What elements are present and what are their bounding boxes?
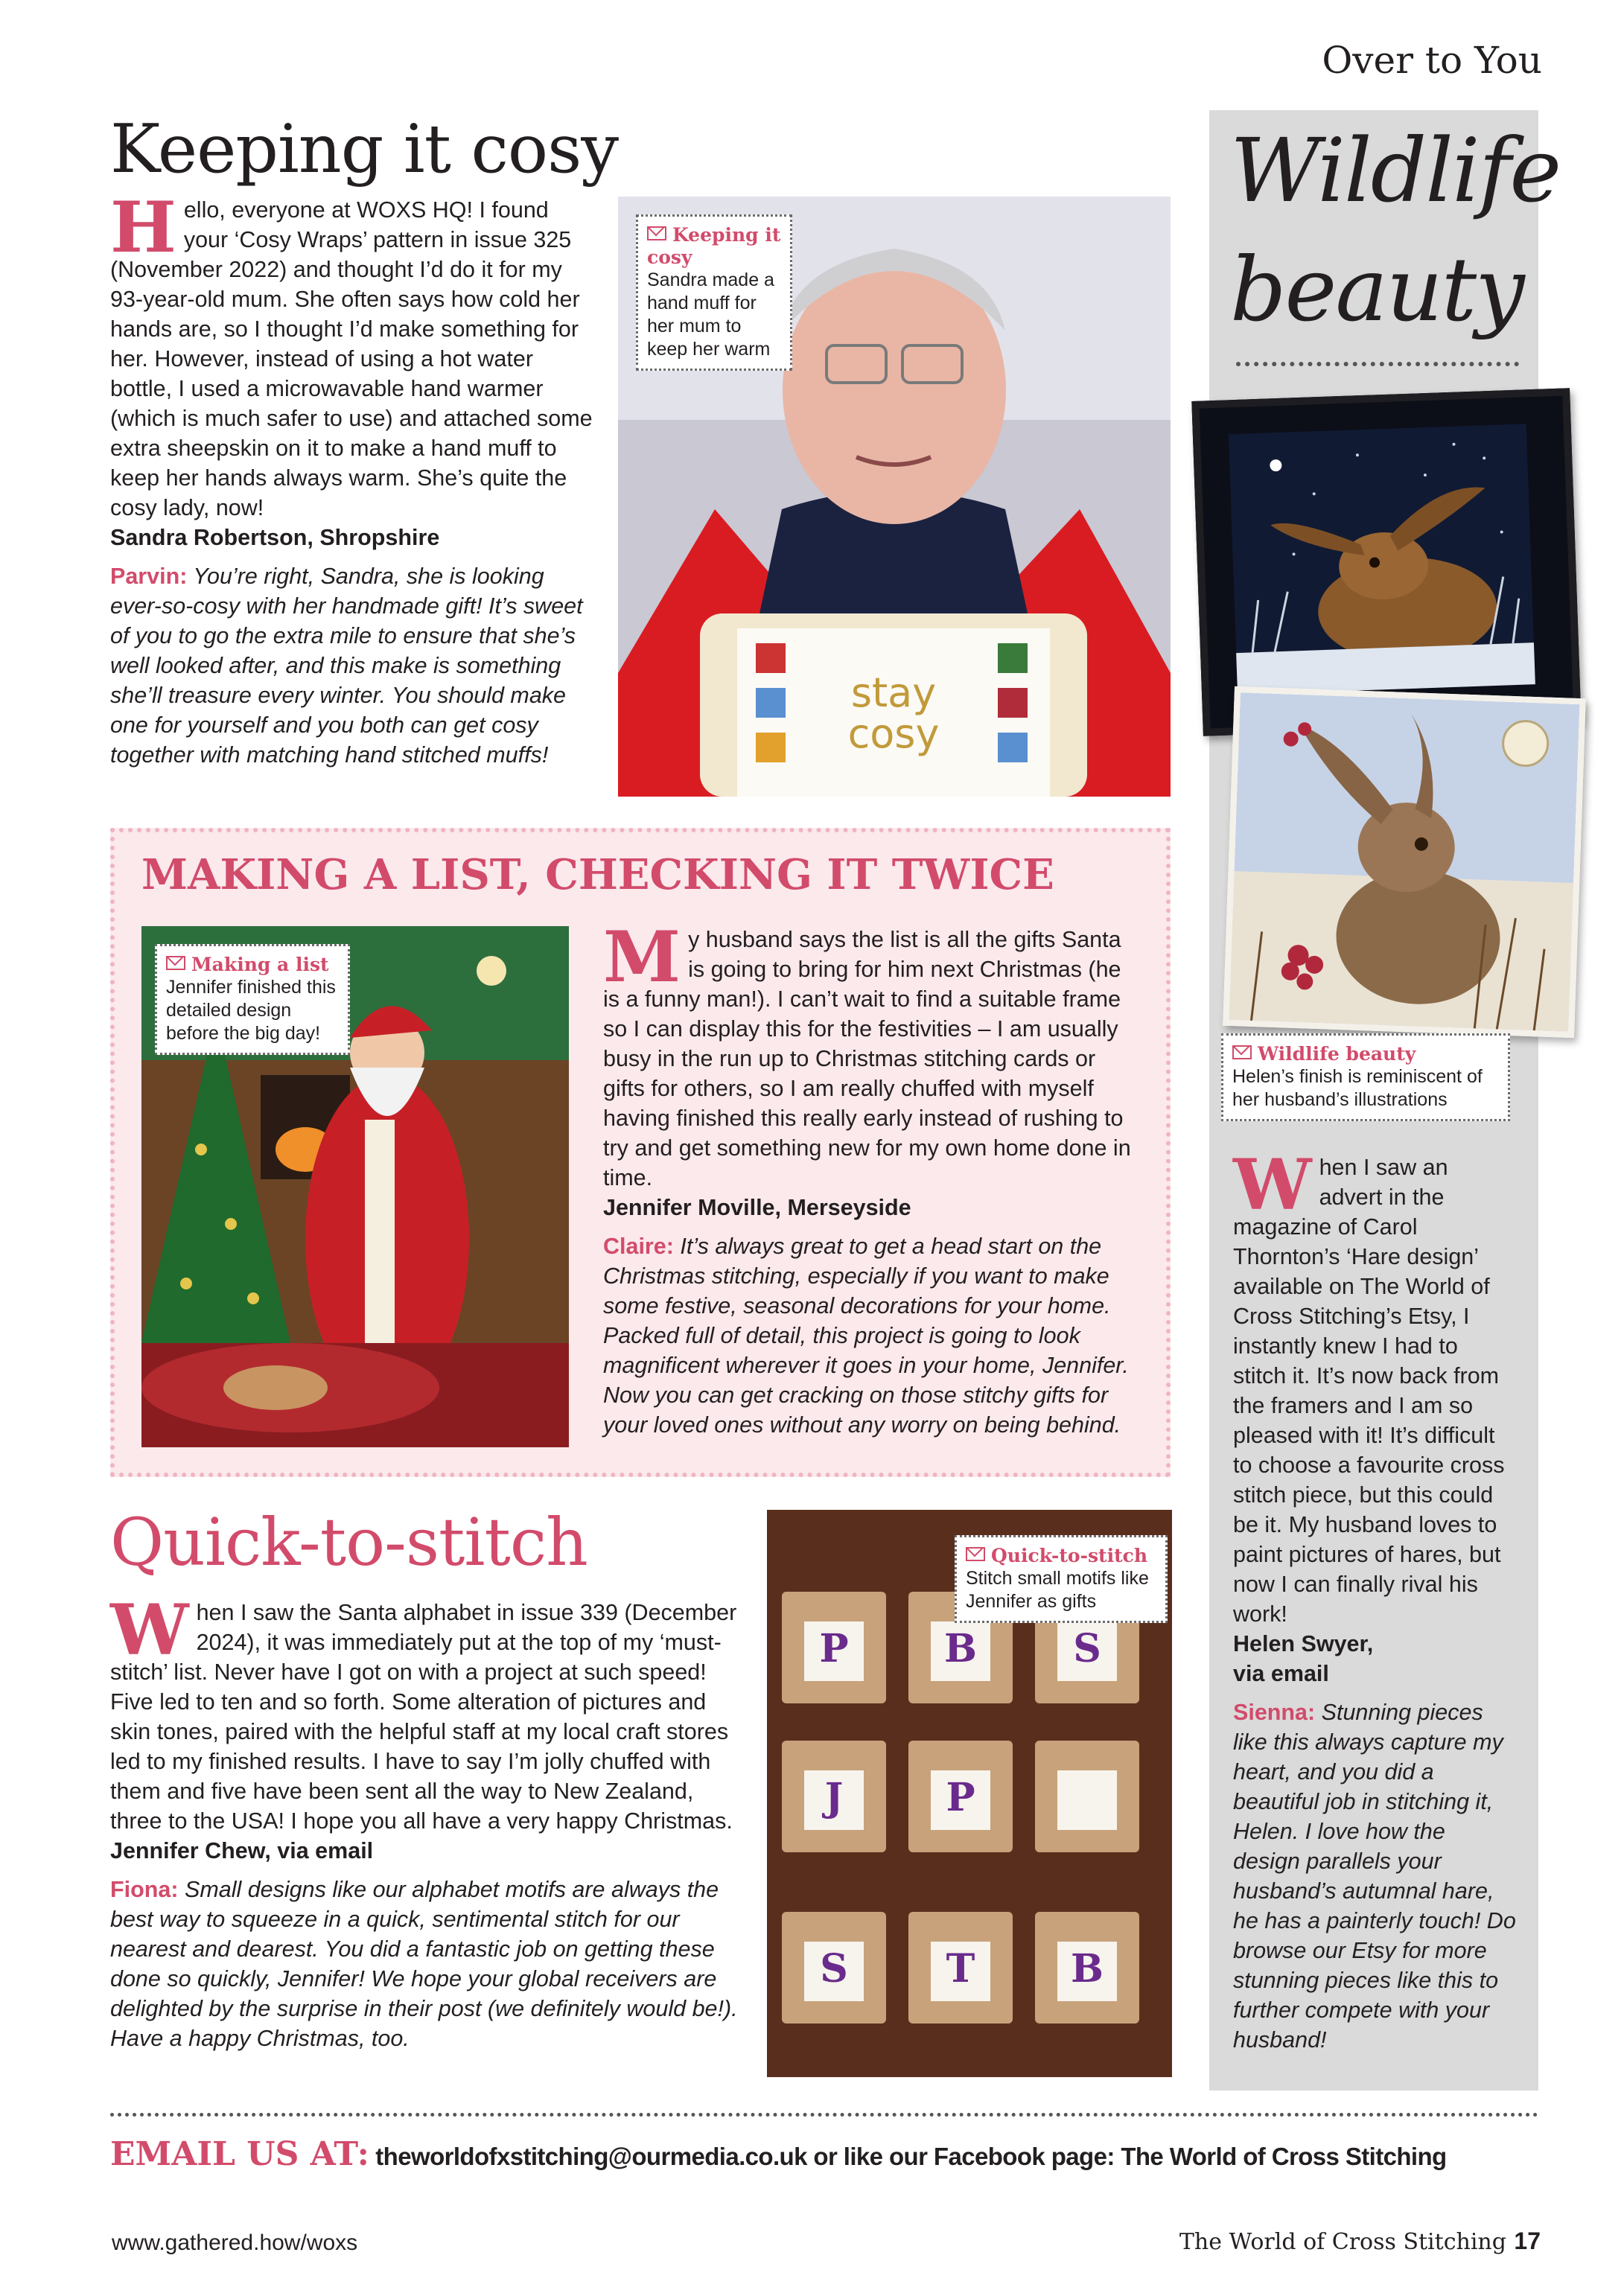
quick-reply-text: Small designs like our alphabet motifs are always the best way to squeeze in a quick, sentimental stitch for our nearest and dearest. You did a fantastic job on getting these done so quickly, Jennifer! We hope your global receivers are delighted by the surprise in their post (we definitely would be!). Have a happy Christmas, too. (110, 1877, 738, 2051)
tag-letter: B (944, 1626, 977, 1671)
cosy-reply-text: You’re right, Sandra, she is looking ever-so-cosy with her handmade gift! It’s sweet of you to go the extra mile to ensure that she’s well looked after, and this make is something she’ll treasure every winter. You should make one for yourself and you both can get cosy together with matching hand stitched muffs! (110, 564, 583, 768)
quick-caption-title: Quick-to-stitch (991, 1545, 1148, 1566)
hare-stitched-image (1200, 396, 1574, 729)
tag (782, 1592, 886, 1703)
quick-body: hen I saw the Santa alphabet in issue 339 (December 2024), it was immediately put at the top of my ‘must-stitch’ list. Never have I got on with a project at such speed! Five led to ten and so forth. Some alteration of pictures and skin tones, paired with the helpful staff at my local craft stores led to my finished results. I have to say I’m jolly chuffed with them and five have been sent all the way to New Zealand, three to the USA! I hope you all have a very happy Christmas. (110, 1600, 737, 1834)
list-photo (141, 926, 569, 1447)
list-caption (155, 944, 350, 1055)
list-title: MAKING A LIST, CHECKING IT TWICE (141, 850, 1054, 899)
list-signature: Jennifer Moville, Merseyside (603, 1195, 911, 1220)
tag (908, 1912, 1013, 2024)
wildlife-signature-1: Helen Swyer, (1233, 1631, 1374, 1656)
quick-caption-text: Stitch small motifs like Jennifer as gifts (966, 1568, 1149, 1612)
list-reply (603, 1231, 1136, 1440)
wildlife-reply-name: Sienna: (1233, 1700, 1316, 1725)
quick-reply-name: Fiona: (110, 1877, 179, 1902)
quick-caption (955, 1535, 1168, 1623)
cosy-letter (110, 187, 596, 770)
hare-painting-photo (1223, 686, 1586, 1038)
cosy-caption-title: Keeping it cosy (647, 224, 781, 268)
sidebar-title-divider (1236, 362, 1519, 366)
sidebar-title-line2: beauty (1230, 238, 1523, 341)
list-caption-text: Jennifer finished this detailed design before the big day! (166, 977, 336, 1044)
footer-magazine: The World of Cross Stitching (1179, 2229, 1506, 2255)
muff-text-cosy: cosy (847, 710, 940, 757)
quick-dropcap: W (110, 1589, 189, 1671)
email-bar (110, 2135, 1447, 2173)
quick-photo (767, 1510, 1172, 2077)
wildlife-reply (1233, 1697, 1516, 2055)
cosy-caption-text: Sandra made a hand muff for her mum to keep her warm (647, 270, 774, 360)
tag (908, 1741, 1013, 1852)
wildlife-caption-text: Helen’s finish is reminiscent of her husband’s illustrations (1232, 1066, 1483, 1110)
tag (1035, 1912, 1139, 2024)
cosy-body: ello, everyone at WOXS HQ! I found your ‘Cosy Wraps’ pattern in issue 325 (November 2022) and thought I’d do it for my 93-year-old mum. She often says how cold her hands are, so I thought I’d make something for her. However, instead of using a hot water bottle, I used a microwavable hand warmer (which is much safer to use) and attached some extra sheepskin on it to make a hand muff to keep her hands always warm. She’s quite the cosy lady, now! (110, 197, 593, 520)
tag-letter: S (1073, 1626, 1101, 1671)
envelope-icon (166, 956, 185, 970)
muff-text-stay: stay (850, 669, 937, 716)
cosy-title: Keeping it cosy (110, 110, 619, 188)
list-caption-title: Making a list (191, 954, 329, 975)
hare-framed-photo (1191, 388, 1581, 736)
list-dropcap: M (603, 916, 681, 998)
quick-signature: Jennifer Chew, via email (110, 1838, 374, 1863)
tag-letter: S (820, 1946, 848, 1992)
email-text[interactable]: theworldofxstitching@ourmedia.co.uk or like our Facebook page: The World of Cross Stitching (375, 2143, 1447, 2170)
envelope-icon (1232, 1045, 1252, 1059)
footer-page-number: 17 (1514, 2228, 1541, 2254)
tag-letter: T (946, 1946, 975, 1992)
cosy-caption (636, 214, 792, 371)
email-divider (110, 2113, 1538, 2117)
wildlife-dropcap: W (1233, 1144, 1312, 1226)
cosy-reply (110, 561, 596, 770)
wildlife-reply-text: Stunning pieces like this always capture my heart, and you did a beautiful job in stitching it, Helen. I love how the design parallels your husband’s autumnal hare, he has a painterly touch! Do browse our Etsy for more stunning pieces like this to further compete with your husband! (1233, 1700, 1516, 2053)
email-label: EMAIL US AT: (110, 2135, 369, 2173)
list-body: y husband says the list is all the gifts Santa is going to bring for him next Christmas (he is a funny man!). I can’t wait to find a suitable frame so I can display this for the festivities – I am usually busy in the run up to Christmas stitching cards or gifts for others, so I am really chuffed with myself having finished this really early instead of rushing to try and get something new for my own home done in time. (603, 927, 1131, 1190)
quick-letter (110, 1589, 746, 2053)
section-title: Over to You (1322, 39, 1542, 82)
hare-watercolour-image (1229, 692, 1579, 1032)
cosy-photo (618, 197, 1171, 797)
tag-letter: P (946, 1775, 975, 1820)
list-reply-text: It’s always great to get a head start on the Christmas stitching, especially if you want to make some festive, seasonal decorations for your home. Packed full of detail, this project is going to look magnificent wherever it goes in your home, Jennifer. Now you can get cracking on those stitchy gifts for your loved ones without any worry on being behind. (603, 1234, 1129, 1438)
wildlife-signature-2: via email (1233, 1661, 1329, 1686)
wildlife-letter (1233, 1144, 1516, 2055)
sidebar-title-line1: Wildlife (1230, 119, 1561, 222)
tag (782, 1912, 886, 2024)
envelope-icon (647, 226, 666, 240)
quick-title: Quick-to-stitch (110, 1504, 587, 1581)
wildlife-caption (1221, 1033, 1510, 1121)
cosy-reply-name: Parvin: (110, 564, 188, 589)
cosy-signature: Sandra Robertson, Shropshire (110, 525, 440, 550)
wildlife-caption-title: Wildlife beauty (1258, 1043, 1416, 1065)
cosy-dropcap: H (110, 187, 176, 269)
tag-letter-j: J (824, 1775, 844, 1820)
list-letter (603, 916, 1136, 1440)
tag-letter: P (819, 1626, 849, 1671)
tag-letter: B (1071, 1946, 1104, 1992)
footer-url[interactable]: www.gathered.how/woxs (112, 2230, 358, 2255)
quick-reply (110, 1875, 746, 2053)
wildlife-body: hen I saw an advert in the magazine of Carol Thornton’s ‘Hare design’ available on The World of Cross Stitching’s Etsy, I instantly knew I had to stitch it. It’s now back from the framers and I am so pleased with it! It’s difficult to choose a favourite cross stitch piece, but this could be it. My husband loves to paint pictures of hares, but now I can finally rival his work! (1233, 1155, 1505, 1627)
footer-right (1179, 2228, 1541, 2255)
list-reply-name: Claire: (603, 1234, 674, 1259)
envelope-icon (966, 1547, 985, 1561)
tag (1035, 1741, 1139, 1852)
